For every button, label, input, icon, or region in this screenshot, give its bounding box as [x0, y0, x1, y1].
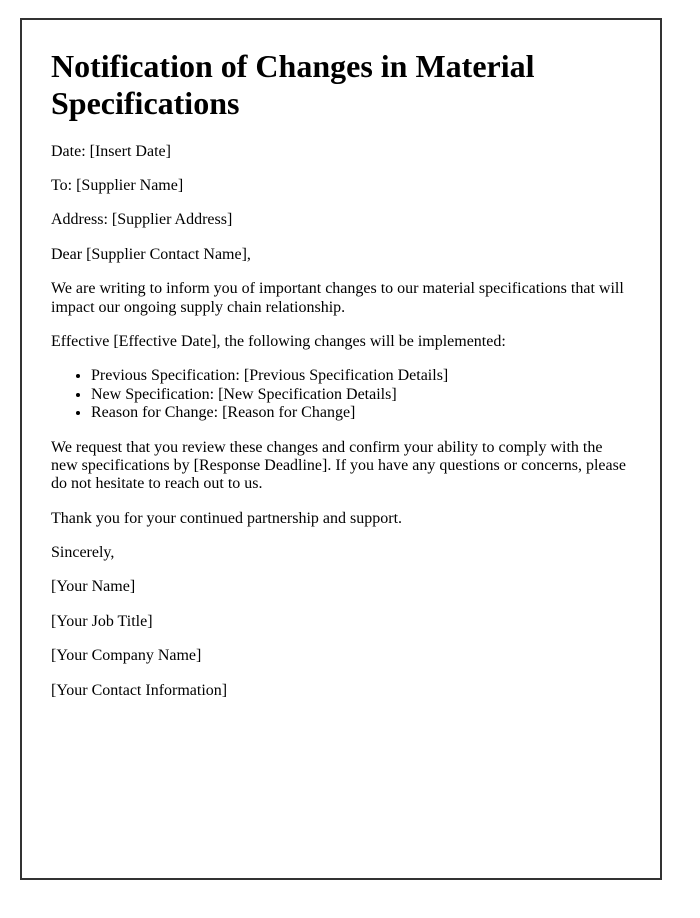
request-paragraph: We request that you review these changes and confirm your ability to comply with the new specifications by [Response Deadline]. If you have any questions or concerns, please do not hesitate to reach out to us.: [51, 438, 626, 493]
signature-company-name: [Your Company Name]: [51, 647, 202, 665]
letter-document: [20, 18, 662, 880]
signature-job-title: [Your Job Title]: [51, 612, 153, 630]
closing: Sincerely,: [51, 544, 115, 562]
thanks-paragraph: Thank you for your continued partnership and support.: [51, 509, 403, 527]
list-item-reason-for-change: • Reason for Change: [Reason for Change]: [91, 404, 631, 422]
changes-list: [51, 367, 631, 422]
page-title: Notification of Changes in Material Specifications: [51, 48, 535, 121]
salutation: Dear [Supplier Contact Name],: [51, 245, 251, 263]
effective-date-paragraph: Effective [Effective Date], the following changes will be implemented:: [51, 332, 506, 350]
date-line: Date: [Insert Date]: [51, 142, 171, 160]
intro-paragraph: We are writing to inform you of important changes to our material specifications that will impact our ongoing supply chain relationship.: [51, 280, 624, 316]
signature-name: [Your Name]: [51, 578, 136, 596]
recipient-line: To: [Supplier Name]: [51, 176, 184, 194]
list-item-new-specification: • New Specification: [New Specification Details]: [91, 386, 631, 404]
signature-contact-information: [Your Contact Information]: [51, 681, 228, 699]
list-item-previous-specification: • Previous Specification: [Previous Specification Details]: [91, 367, 631, 385]
address-line: Address: [Supplier Address]: [51, 211, 233, 229]
